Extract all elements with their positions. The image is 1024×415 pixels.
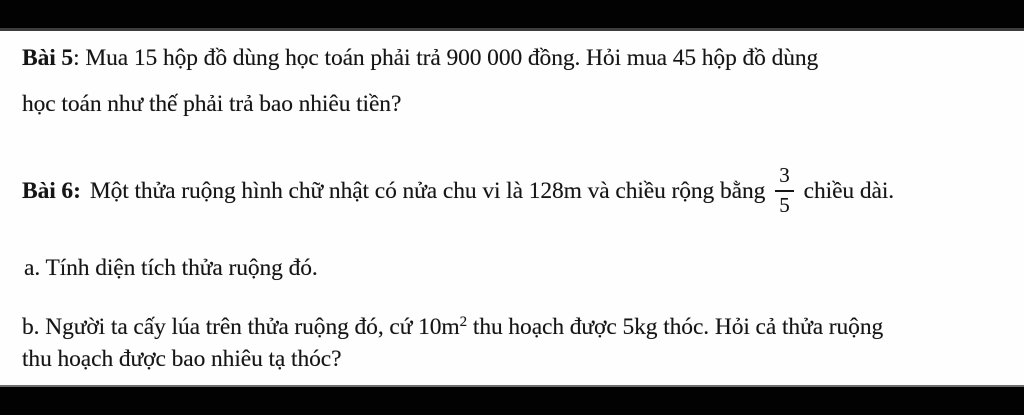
superscript-2: 2 [459,314,468,330]
problem-6-text-after: chiều dài. [803,177,895,204]
item-a-line [24,253,318,283]
problem-5-line-2 [22,89,401,119]
problem-5-text-1: Mua 15 hộp đồ dùng học toán phải trả 900 000 đồng. Hỏi mua 45 hộp đồ dùng [85,45,819,71]
problem-5-text-2: học toán như thế phải trả bao nhiêu tiền? [22,91,402,117]
bottom-letterbox-bar [0,385,1024,415]
fraction-denominator: 5 [779,192,790,217]
item-a-text: a. Tính diện tích thửa ruộng đó. [24,255,318,281]
problem-6-line [22,164,894,217]
item-b-text-after-sup: thu hoạch được 5kg thóc. Hỏi cả thửa ruộng [467,314,884,340]
fraction-three-fifths [775,164,793,217]
item-b-line-2 [22,344,341,374]
item-b-text-before-sup: b. Người ta cấy lúa trên thửa ruộng đó, cứ 10m [22,314,460,340]
item-b-text-2: thu hoạch được bao nhiêu tạ thóc? [22,346,342,372]
problem-5-line-1 [22,43,818,73]
top-letterbox-bar [0,0,1024,31]
problem-6-label: Bài 6: [22,177,81,204]
fraction-numerator: 3 [775,164,793,192]
problem-5-separator: : [73,45,86,71]
problem-5-label: Bài 5 [22,45,74,71]
problem-6-text-before: Một thửa ruộng hình chữ nhật có nửa chu vi là 128m và chiều rộng bằng [89,177,766,204]
item-b-line-1 [22,312,883,345]
